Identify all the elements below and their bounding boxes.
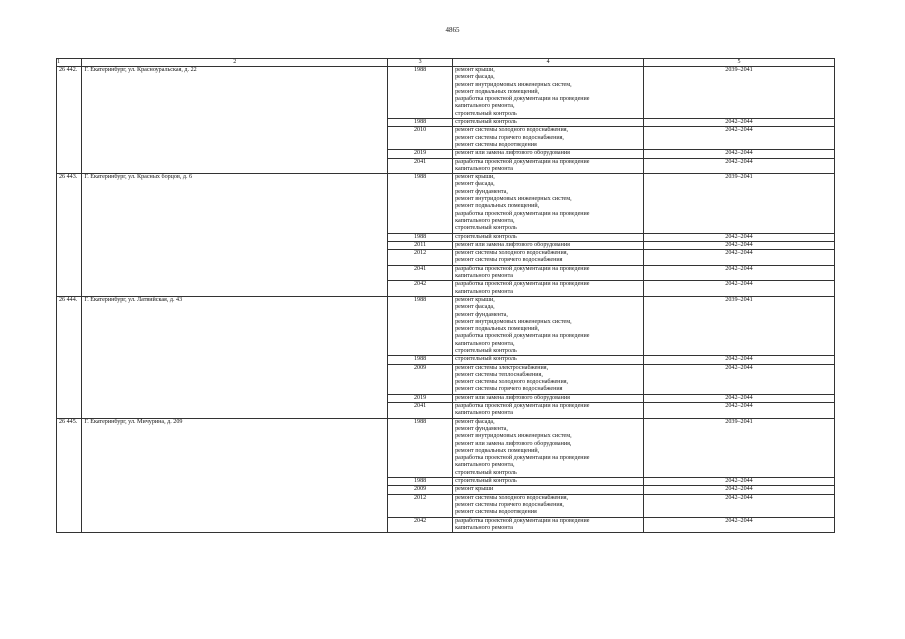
works-cell	[453, 403, 644, 419]
works-cell	[453, 265, 644, 281]
work-item: ремонт крыши	[455, 486, 494, 493]
year-cell: 1988	[388, 67, 453, 119]
year-cell: 2042	[388, 281, 453, 297]
table-row	[57, 418, 835, 477]
work-item: строительный контроль	[455, 119, 517, 126]
work-item: строительный контроль	[455, 110, 517, 117]
work-item: ремонт фасада,	[455, 181, 495, 188]
work-item: ремонт подвальных помещений,	[455, 203, 540, 210]
period-cell: 2042–2044	[644, 394, 835, 402]
work-item: капитального ремонта	[455, 165, 514, 172]
work-item: капитального ремонта,	[455, 217, 515, 224]
year-cell: 1988	[388, 174, 453, 233]
building-address: Г. Екатеринбург, ул. Латвийская, д. 43	[82, 296, 388, 418]
works-cell	[453, 486, 644, 494]
work-item: ремонт системы горячего водоснабжения	[455, 257, 563, 264]
work-item: ремонт крыши,	[455, 174, 495, 181]
works-cell	[453, 356, 644, 364]
period-cell: 2042–2044	[644, 356, 835, 364]
work-item: ремонт системы теплоснабжения,	[455, 371, 543, 378]
work-item: разработка проектной документации на проведение	[455, 96, 590, 103]
period-cell: 2042–2044	[644, 364, 835, 394]
building-address: Г. Екатеринбург, ул. Мичурина, д. 209	[82, 418, 388, 532]
year-cell: 2009	[388, 486, 453, 494]
year-cell: 2011	[388, 241, 453, 249]
year-cell: 1988	[388, 296, 453, 355]
period-cell: 2042–2044	[644, 241, 835, 249]
year-cell: 1988	[388, 233, 453, 241]
work-item: ремонт фундамента,	[455, 425, 508, 432]
work-item: строительный контроль	[455, 478, 517, 485]
work-item: ремонт внутридомовых инженерных систем,	[455, 318, 572, 325]
col-header-1: 1	[57, 59, 82, 67]
entry-number: 26 442.	[57, 67, 82, 174]
work-item: капитального ремонта	[455, 273, 514, 280]
work-item: капитального ремонта,	[455, 340, 515, 347]
entry-number: 26 443.	[57, 174, 82, 297]
works-cell	[453, 478, 644, 486]
work-item: разработка проектной документации на проведение	[455, 158, 590, 165]
col-header-5: 5	[644, 59, 835, 67]
works-cell	[453, 494, 644, 517]
table-row	[57, 174, 835, 233]
period-cell: 2042–2044	[644, 517, 835, 533]
period-cell: 2039–2041	[644, 67, 835, 119]
period-cell: 2039–2041	[644, 296, 835, 355]
work-item: разработка проектной документации на проведение	[455, 281, 590, 288]
table-body	[57, 67, 835, 533]
col-header-3: 3	[388, 59, 453, 67]
period-cell: 2042–2044	[644, 486, 835, 494]
work-item: строительный контроль	[455, 347, 517, 354]
work-item: разработка проектной документации на проведение	[455, 455, 590, 462]
page-number: 4865	[445, 26, 460, 34]
work-item: ремонт фундамента,	[455, 311, 508, 318]
period-cell: 2042–2044	[644, 250, 835, 266]
work-item: ремонт системы холодного водоснабжения,	[455, 494, 569, 501]
works-cell	[453, 119, 644, 127]
work-item: ремонт или замена лифтового оборудования	[455, 394, 570, 401]
work-item: разработка проектной документации на проведение	[455, 210, 590, 217]
work-item: строительный контроль	[455, 233, 517, 240]
works-cell	[453, 241, 644, 249]
period-cell: 2042–2044	[644, 265, 835, 281]
work-item: ремонт системы горячего водоснабжения	[455, 386, 563, 393]
work-item: ремонт внутридомовых инженерных систем,	[455, 81, 572, 88]
entry-number: 26 444.	[57, 296, 82, 418]
work-item: разработка проектной документации на проведение	[455, 333, 590, 340]
year-cell: 2042	[388, 517, 453, 533]
works-cell	[453, 418, 644, 477]
year-cell: 1988	[388, 478, 453, 486]
works-cell	[453, 281, 644, 297]
col-header-4: 4	[453, 59, 644, 67]
work-item: капитального ремонта	[455, 410, 514, 417]
year-cell: 2012	[388, 494, 453, 517]
work-item: ремонт крыши,	[455, 296, 495, 303]
entry-number: 26 445.	[57, 418, 82, 532]
works-cell	[453, 517, 644, 533]
work-item: разработка проектной документации на проведение	[455, 265, 590, 272]
work-item: ремонт фундамента,	[455, 188, 508, 195]
year-cell: 2009	[388, 364, 453, 394]
work-item: ремонт системы горячего водоснабжения,	[455, 501, 564, 508]
year-cell: 2010	[388, 127, 453, 150]
col-header-2: 2	[82, 59, 388, 67]
building-address: Г. Екатеринбург, ул. Красных борцов, д. 6	[82, 174, 388, 297]
year-cell: 1988	[388, 119, 453, 127]
work-item: ремонт внутридомовых инженерных систем,	[455, 196, 572, 203]
repair-schedule-table	[56, 58, 835, 533]
work-item: ремонт подвальных помещений,	[455, 88, 540, 95]
year-cell: 2041	[388, 158, 453, 174]
work-item: ремонт или замена лифтового оборудования	[455, 241, 570, 248]
work-item: ремонт системы горячего водоснабжения,	[455, 134, 564, 141]
work-item: капитального ремонта	[455, 524, 514, 531]
work-item: ремонт системы холодного водоснабжения,	[455, 250, 569, 257]
works-cell	[453, 127, 644, 150]
year-cell: 2041	[388, 403, 453, 419]
work-item: ремонт фасада,	[455, 74, 495, 81]
work-item: ремонт подвальных помещений,	[455, 447, 540, 454]
work-item: ремонт подвальных помещений,	[455, 326, 540, 333]
period-cell: 2042–2044	[644, 403, 835, 419]
year-cell: 2041	[388, 265, 453, 281]
period-cell: 2042–2044	[644, 233, 835, 241]
period-cell: 2039–2041	[644, 174, 835, 233]
year-cell: 1988	[388, 356, 453, 364]
period-cell: 2042–2044	[644, 150, 835, 158]
work-item: ремонт фасада,	[455, 418, 495, 425]
work-item: ремонт внутридомовых инженерных систем,	[455, 433, 572, 440]
period-cell: 2042–2044	[644, 281, 835, 297]
works-cell	[453, 296, 644, 355]
year-cell: 2019	[388, 394, 453, 402]
year-cell: 2019	[388, 150, 453, 158]
work-item: ремонт или замена лифтового оборудования	[455, 150, 570, 157]
work-item: капитального ремонта	[455, 288, 514, 295]
work-item: строительный контроль	[455, 469, 517, 476]
work-item: разработка проектной документации на проведение	[455, 403, 590, 410]
period-cell: 2039–2041	[644, 418, 835, 477]
work-item: ремонт системы холодного водоснабжения,	[455, 379, 569, 386]
works-cell	[453, 233, 644, 241]
year-cell: 1988	[388, 418, 453, 477]
works-cell	[453, 364, 644, 394]
work-item: строительный контроль	[455, 225, 517, 232]
work-item: ремонт системы водоотведения	[455, 509, 537, 516]
period-cell: 2042–2044	[644, 127, 835, 150]
works-cell	[453, 394, 644, 402]
period-cell: 2042–2044	[644, 119, 835, 127]
work-item: капитального ремонта,	[455, 462, 515, 469]
building-address: Г. Екатеринбург, ул. Красноуральская, д. 22	[82, 67, 388, 174]
work-item: ремонт или замена лифтового оборудования,	[455, 440, 572, 447]
column-number-row	[57, 59, 835, 67]
works-cell	[453, 174, 644, 233]
works-cell	[453, 158, 644, 174]
work-item: ремонт крыши,	[455, 67, 495, 73]
period-cell: 2042–2044	[644, 494, 835, 517]
work-item: строительный контроль	[455, 356, 517, 363]
period-cell: 2042–2044	[644, 478, 835, 486]
works-cell	[453, 67, 644, 119]
work-item: капитального ремонта,	[455, 103, 515, 110]
work-item: ремонт системы водоотведения	[455, 141, 537, 148]
table-row	[57, 67, 835, 119]
work-item: разработка проектной документации на проведение	[455, 517, 590, 524]
work-item: ремонт системы электроснабжения,	[455, 364, 549, 371]
period-cell: 2042–2044	[644, 158, 835, 174]
works-cell	[453, 250, 644, 266]
works-cell	[453, 150, 644, 158]
work-item: ремонт системы холодного водоснабжения,	[455, 127, 569, 134]
table-row	[57, 296, 835, 355]
year-cell: 2012	[388, 250, 453, 266]
work-item: ремонт фасада,	[455, 304, 495, 311]
